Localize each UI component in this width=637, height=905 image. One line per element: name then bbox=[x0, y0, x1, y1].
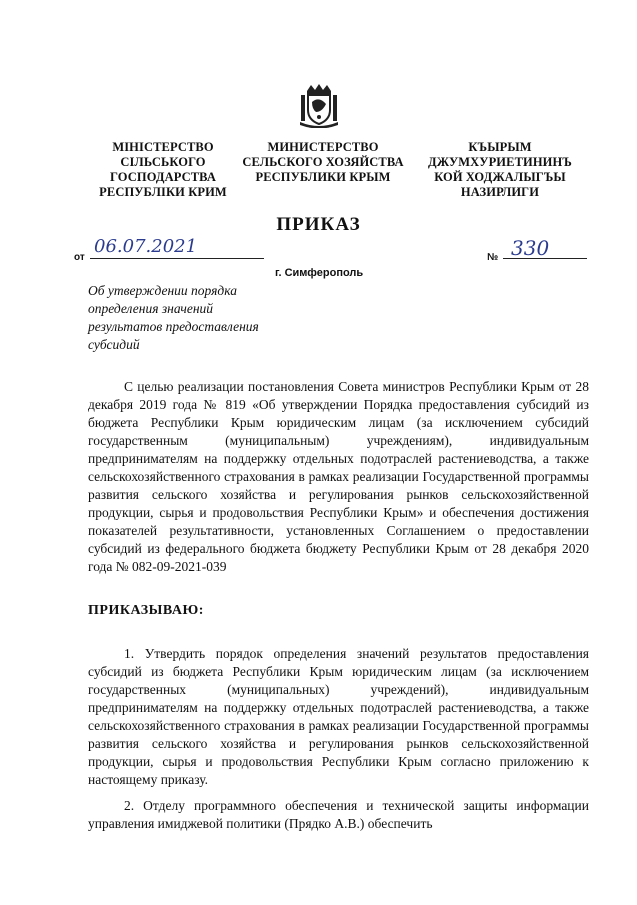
order-keyword: ПРИКАЗЫВАЮ: bbox=[88, 603, 204, 618]
date-prefix: от bbox=[74, 252, 85, 263]
item-1-paragraph: 1. Утвердить порядок определения значений результатов предоставления субсидий из бюджета Республики Крым юридическим лицам (за исключением государственных (муниципальных) учреждений), индивидуальным предпринимателям на поддержку отдельных подотраслей растениеводства, а также сельскохозяйственного страхования в рамках реализации Государственной программы развития сельского хозяйства и регулирования рынков сельскохозяйственной продукции, сырья и продовольствия Республики Крым согласно приложению к настоящему приказу. bbox=[88, 646, 589, 787]
intro-paragraph: С целью реализации постановления Совета министров Республики Крым от 28 декабря 2019 года № 819 «Об утверждении Порядка предоставления субсидий из бюджета Республики Крым юридическим лицам (за исключением субсидий государственным (муниципальным) учреждениям), индивидуальным предпринимателям на поддержку отдельных подотраслей растениеводства, а также сельскохозяйственного страхования в рамках реализации Государственной программы развития сельского хозяйства и регулирования рынков сельскохозяйственной продукции, сырья и продовольствия Республики Крым» и обеспечения достижения показателей результативности, установленных Соглашением о предоставлении субсидий из федерального бюджета бюджету Республики Крым от 28 декабря 2020 года № 082-09-2021-039 bbox=[88, 379, 589, 574]
header-ministry-russian: МИНИСТЕРСТВО СЕЛЬСКОГО ХОЗЯЙСТВА РЕСПУБЛИКИ КРЫМ bbox=[242, 140, 404, 184]
crimea-coat-of-arms-icon bbox=[298, 82, 340, 128]
item-2-paragraph: 2. Отделу программного обеспечения и технической защиты информации управления имиджевой политики (Прядко А.В.) обеспечить bbox=[88, 798, 589, 831]
header-ministry-ukrainian: МІНІСТЕРСТВО СІЛЬСЬКОГО ГОСПОДАРСТВА РЕСПУБЛІКИ КРИМ bbox=[99, 140, 227, 199]
city-line: г. Симферополь bbox=[275, 267, 364, 279]
order-subject: Об утверждении порядка определения значений результатов предоставления субсидий bbox=[88, 283, 259, 352]
document-title: ПРИКАЗ bbox=[276, 214, 361, 235]
header-ministry-crimean-tatar: КЪЫРЫМ ДЖУМХУРИЕТИНИНЪ КОЙ ХОДЖАЛЫГЪЫ НАЗИРЛИГИ bbox=[428, 140, 572, 199]
handwritten-order-number: 330 bbox=[503, 236, 587, 259]
number-prefix: № bbox=[487, 252, 499, 263]
handwritten-date: 06.07.2021 bbox=[90, 236, 264, 259]
